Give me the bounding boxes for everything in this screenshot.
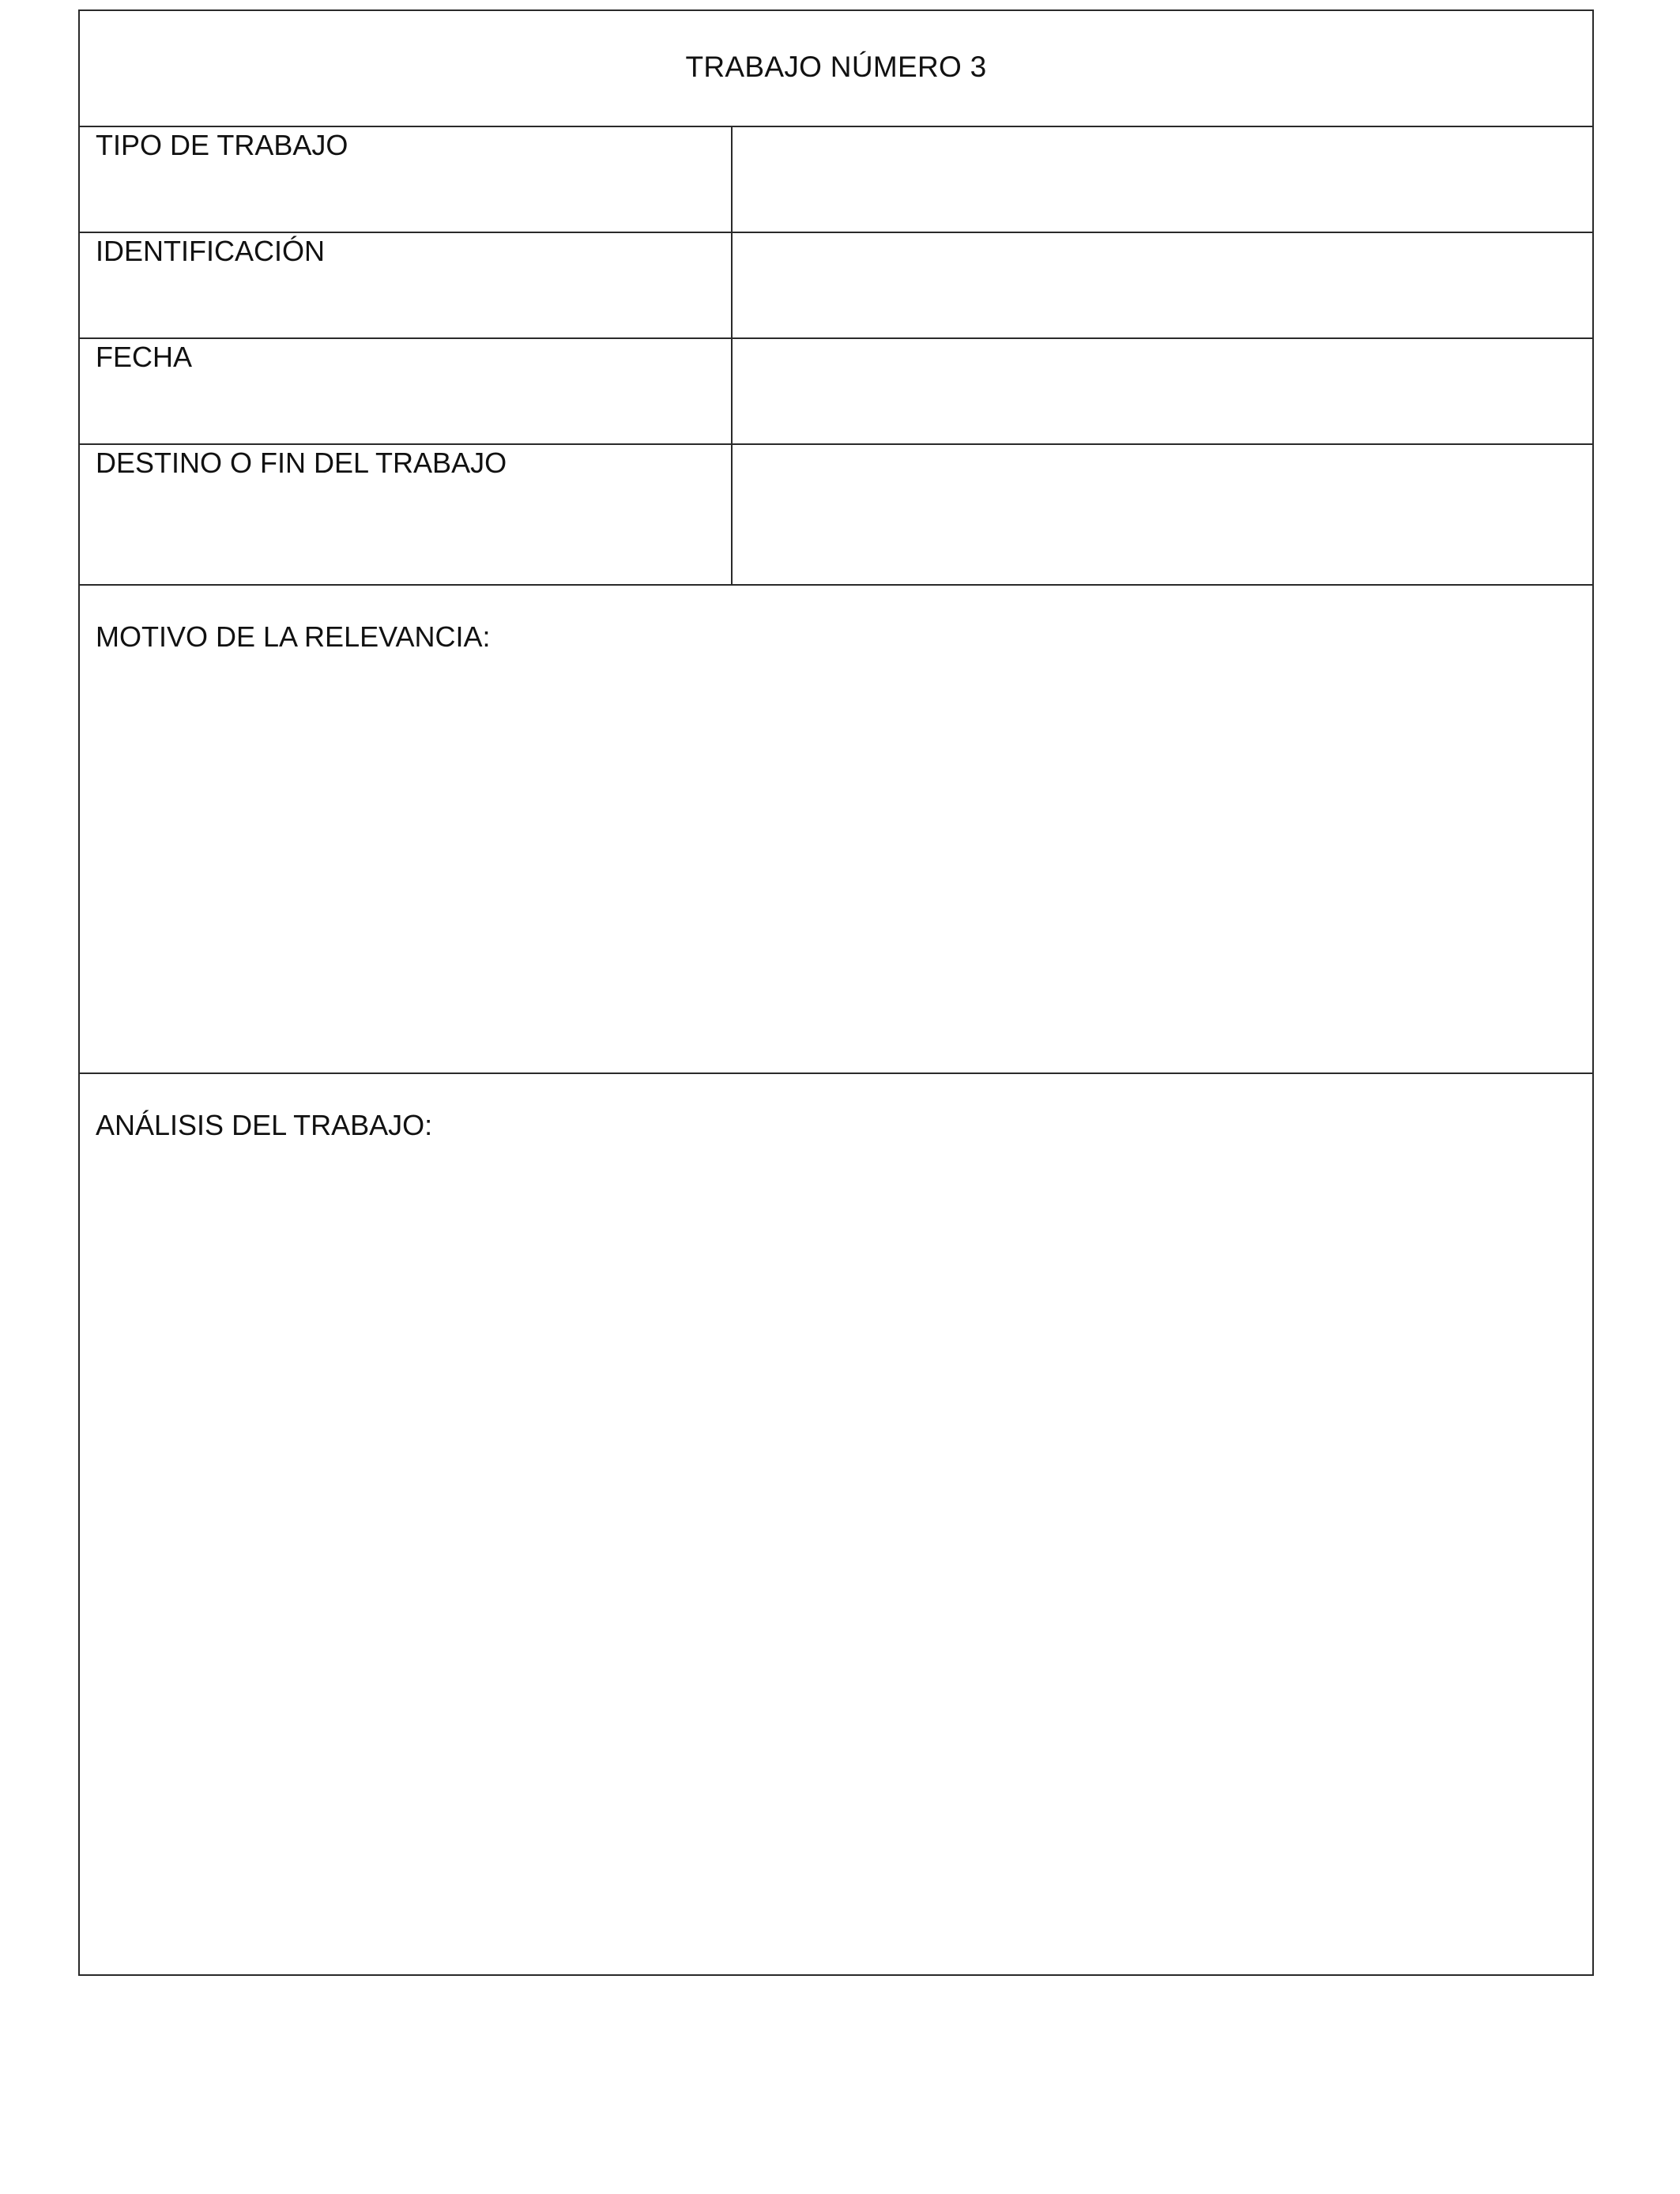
- field-label-cell: [80, 127, 733, 232]
- field-row-identificacion: [80, 233, 1592, 339]
- section-analisis-del-trabajo[interactable]: [80, 1074, 1592, 1976]
- field-value-fecha[interactable]: [733, 339, 1592, 443]
- work-form: [78, 9, 1594, 1976]
- field-value-identificacion[interactable]: [733, 233, 1592, 337]
- field-row-fecha: [80, 339, 1592, 445]
- field-label-identificacion: IDENTIFICACIÓN: [96, 235, 326, 267]
- field-value-destino[interactable]: [733, 445, 1592, 584]
- section-label-analisis: ANÁLISIS DEL TRABAJO:: [96, 1109, 433, 1141]
- field-label-tipo-de-trabajo: TIPO DE TRABAJO: [96, 129, 348, 161]
- field-label-cell: [80, 445, 733, 584]
- form-title: TRABAJO NÚMERO 3: [685, 51, 987, 83]
- form-title-row: [80, 11, 1592, 127]
- field-label-fecha: FECHA: [96, 341, 193, 373]
- field-label-cell: [80, 339, 733, 443]
- field-label-destino: DESTINO O FIN DEL TRABAJO: [96, 447, 507, 479]
- section-motivo-de-la-relevancia[interactable]: [80, 586, 1592, 1074]
- field-label-cell: [80, 233, 733, 337]
- field-row-destino: [80, 445, 1592, 586]
- field-row-tipo-de-trabajo: [80, 127, 1592, 233]
- field-value-tipo-de-trabajo[interactable]: [733, 127, 1592, 232]
- section-label-motivo: MOTIVO DE LA RELEVANCIA:: [96, 620, 491, 653]
